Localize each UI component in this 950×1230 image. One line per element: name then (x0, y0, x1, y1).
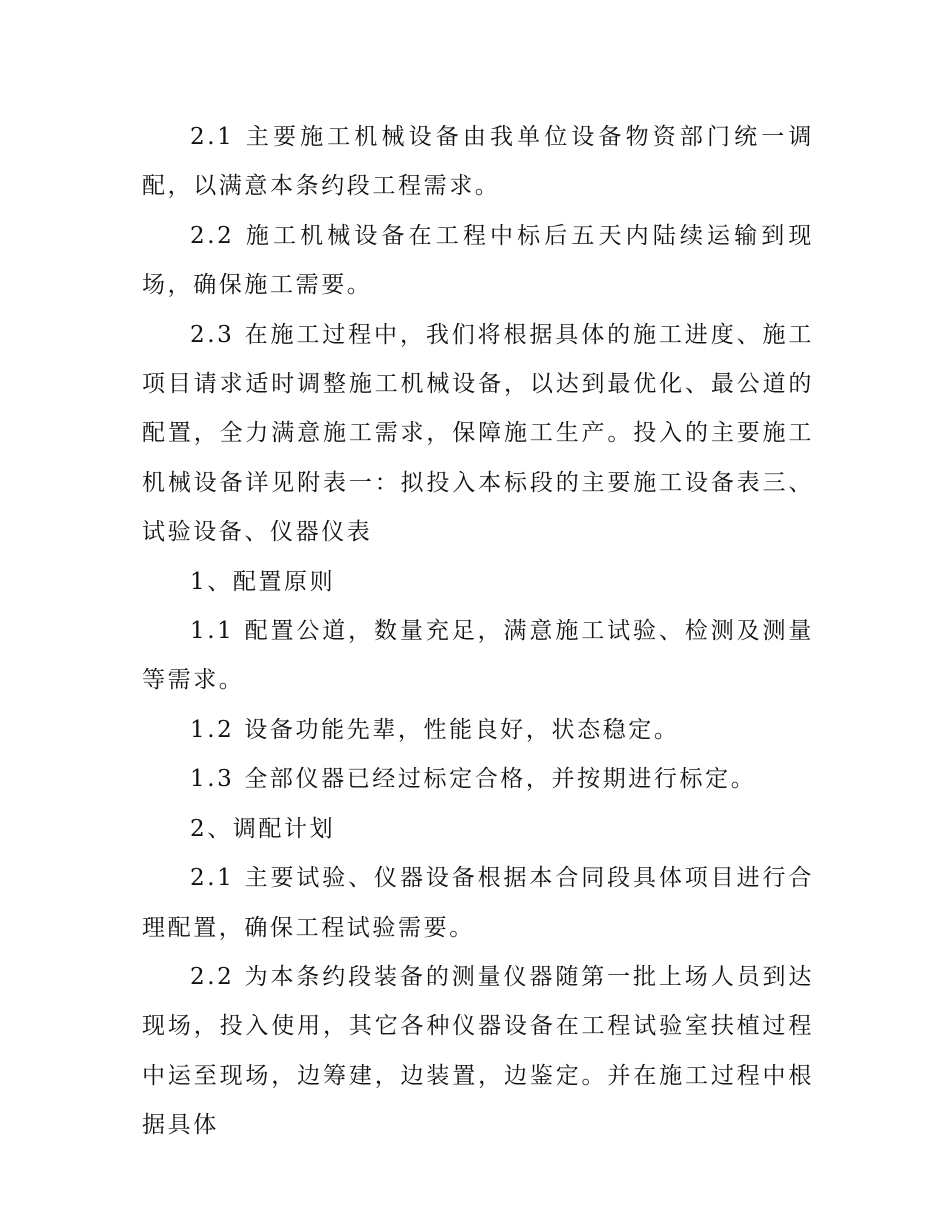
paragraph-config-reasonable: 1.1 配置公道，数量充足，满意施工试验、检测及测量等需求。 (142, 618, 814, 694)
paragraph-equipment-transport: 2.2 施工机械设备在工程中标后五天内陆续运输到现场，确保施工需要。 (142, 222, 814, 299)
paragraph-config-calibration: 1.3 全部仪器已经过标定合格，并按期进行标定。 (190, 766, 757, 793)
paragraph-equipment-allocation: 2.1 主要施工机械设备由我单位设备物资部门统一调配，以满意本条约段工程需求。 (142, 124, 814, 200)
section-heading-allocation-plan: 2、调配计划 (190, 815, 336, 842)
paragraph-plan-survey-instruments: 2.2 为本条约段装备的测量仪器随第一批上场人员到达现场，投入使用，其它各种仪器设备在工程试验室扶植过程中运至现场，边筹建，边装置，边鉴定。并在施工过程中根据具体 (142, 963, 814, 1139)
paragraph-plan-test-equipment: 2.1 主要试验、仪器设备根据本合同段具体项目进行合理配置，确保工程试验需要。 (142, 865, 814, 941)
section-heading-config-principles: 1、配置原则 (190, 568, 336, 595)
document-body (142, 113, 814, 1151)
paragraph-equipment-adjustment: 2.3 在施工过程中，我们将根据具体的施工进度、施工项目请求适时调整施工机械设备，以达到最优化、最公道的配置，全力满意施工需求，保障施工生产。投入的主要施工机械设备详见附表一：拟投入本标段的主要施工设备表三、试验设备、仪器仪表 (142, 321, 814, 546)
paragraph-config-performance: 1.2 设备功能先辈，性能良好，状态稳定。 (190, 716, 680, 743)
